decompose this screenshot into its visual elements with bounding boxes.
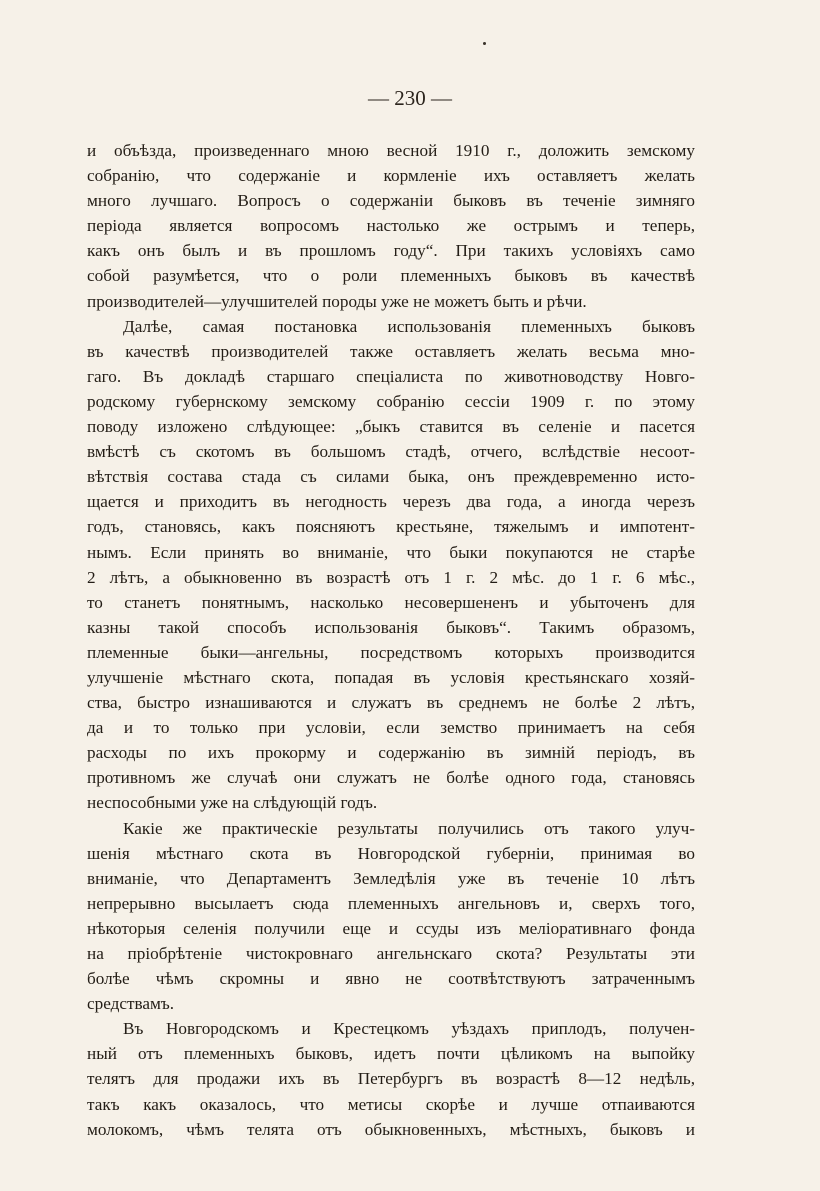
page-number: — 230 — (368, 86, 452, 110)
text-line: болѣе чѣмъ скромны и явно не соотвѣтствуютъ затраченнымъ (87, 969, 695, 989)
text-line: годъ, становясь, какъ поясняютъ крестьяне, тяжелымъ и импотент- (87, 517, 695, 537)
text-line: такъ какъ оказалось, что метисы скорѣе и лучше отпаиваются (87, 1094, 695, 1114)
text-line: то станетъ понятнымъ, насколько несовершененъ и убыточенъ для (87, 592, 695, 612)
text-line: вѣтствія состава стада съ силами быка, онъ преждевременно исто- (87, 467, 695, 487)
text-line: вниманіе, что Департаментъ Земледѣлія уже въ теченіе 10 лѣтъ (87, 868, 695, 888)
paragraph-1 (87, 138, 695, 314)
text-line: много лучшаго. Вопросъ о содержаніи быковъ въ теченіе зимняго (87, 191, 695, 211)
print-speck (483, 42, 486, 45)
text-line: щается и приходитъ въ негодность черезъ два года, а иногда черезъ (87, 492, 695, 512)
text-line: родскому губернскому земскому собранію сессіи 1909 г. по этому (87, 391, 695, 411)
text-line: собой разумѣется, что о роли племенныхъ быковъ въ качествѣ (87, 266, 695, 286)
text-line: поводу изложено слѣдующее: „быкъ ставится въ селеніе и пасется (87, 417, 695, 437)
text-line: какъ онъ былъ и въ прошломъ году“. При такихъ условіяхъ само (87, 241, 695, 261)
text-line: 2 лѣтъ, а обыкновенно въ возрастѣ отъ 1 г. 2 мѣс. до 1 г. 6 мѣс., (87, 567, 695, 587)
text-line: телятъ для продажи ихъ въ Петербургъ въ возрастѣ 8—12 недѣль, (87, 1069, 695, 1089)
text-line: неспособными уже на слѣдующій годъ. (87, 793, 378, 813)
text-line: Какіе же практическіе результаты получились отъ такого улуч- (123, 818, 695, 838)
paragraph-4 (87, 1016, 695, 1141)
text-line: производителей—улучшителей породы уже не можетъ быть и рѣчи. (87, 291, 587, 311)
text-line: и объѣзда, произведеннаго мною весной 1910 г., доложить земскому (87, 141, 695, 160)
text-line: улучшеніе мѣстнаго скота, попадая въ условія крестьянскаго хозяй- (87, 667, 695, 687)
paragraph-2 (87, 314, 695, 816)
body-text (87, 138, 695, 1142)
text-line: племенные быки—ангельны, посредствомъ которыхъ производится (87, 642, 695, 662)
text-line: нѣкоторыя селенія получили еще и ссуды изъ меліоративнаго фонда (87, 918, 695, 938)
text-line: въ качествѣ производителей также оставляетъ желать весьма мно- (87, 341, 695, 361)
text-line: да и то только при условіи, если земство принимаетъ на себя (87, 718, 695, 738)
text-line: періода является вопросомъ настолько же острымъ и теперь, (87, 216, 695, 236)
text-line: расходы по ихъ прокорму и содержанію въ зимній періодъ, въ (87, 743, 695, 763)
text-line: гаго. Въ докладѣ старшаго спеціалиста по животноводству Новго- (87, 366, 695, 386)
text-line: ный отъ племенныхъ быковъ, идетъ почти цѣликомъ на выпойку (87, 1044, 695, 1064)
text-line: шенія мѣстнаго скота въ Новгородской губерніи, принимая во (87, 843, 695, 863)
text-line: непрерывно высылаетъ сюда племенныхъ ангельновъ и, сверхъ того, (87, 893, 695, 913)
text-line: Въ Новгородскомъ и Крестецкомъ уѣздахъ приплодъ, получен- (123, 1019, 695, 1039)
text-line: средствамъ. (87, 994, 175, 1014)
paragraph-3 (87, 816, 695, 1017)
text-line: казны такой способъ использованія быковъ“. Такимъ образомъ, (87, 617, 695, 637)
text-line: нымъ. Если принять во вниманіе, что быки покупаются не старѣе (87, 542, 695, 562)
text-line: ства, быстро изнашиваются и служатъ въ среднемъ не болѣе 2 лѣтъ, (87, 693, 695, 713)
text-line: противномъ же случаѣ они служатъ не болѣе одного года, становясь (87, 768, 695, 788)
text-line: вмѣстѣ съ скотомъ въ большомъ стадѣ, отчего, вслѣдствіе несоот- (87, 442, 695, 462)
text-line: молокомъ, чѣмъ телята отъ обыкновенныхъ, мѣстныхъ, быковъ и (87, 1119, 695, 1139)
text-line: Далѣе, самая постановка использованія племенныхъ быковъ (123, 316, 695, 336)
text-line: на пріобрѣтеніе чистокровнаго ангельнскаго скота? Результаты эти (87, 944, 695, 963)
text-line: собранію, что содержаніе и кормленіе ихъ оставляетъ желать (87, 166, 695, 186)
